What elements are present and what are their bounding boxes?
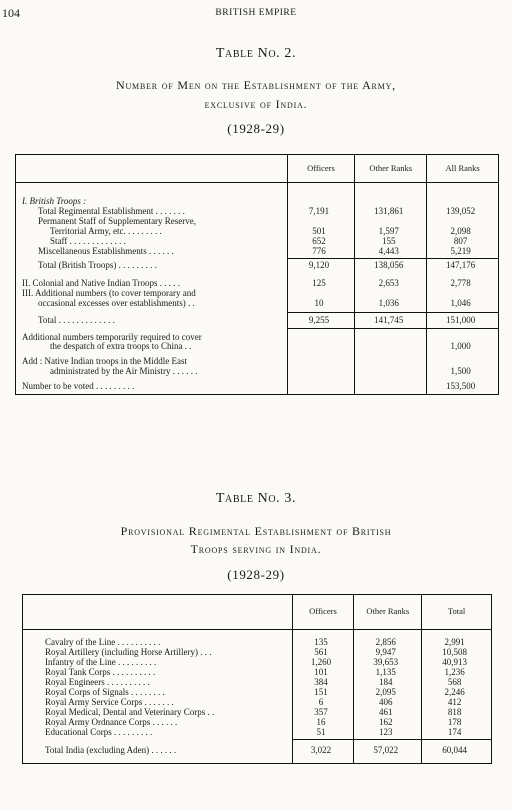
table3-cell-a: 1,260 [310, 656, 332, 667]
table2-row [16, 247, 499, 259]
table3-row [23, 678, 492, 688]
table3-row-label: Cavalry of the Line . . . . . . . . . . [45, 637, 161, 647]
table2-row-label: Number to be voted . . . . . . . . . [22, 380, 135, 391]
table2-cell-c [427, 183, 494, 197]
running-head: BRITISH EMPIRE [215, 8, 297, 18]
table2-col-all-ranks: All Ranks [427, 155, 499, 183]
table3-cell-b: 162 [379, 716, 393, 727]
table2-cell-b: 155 [382, 235, 396, 246]
table2-row [16, 207, 499, 217]
table3-cell-b: 57,022 [373, 745, 399, 755]
table2-row-label: III. Additional numbers (to cover temporary and [22, 287, 196, 298]
table3-col-officers: Officers [292, 595, 354, 630]
table2-row-label: I. British Troops : [22, 196, 87, 206]
table2-row [16, 259, 499, 276]
table3-cell-a: 101 [314, 666, 328, 677]
table3-cell-a: 561 [314, 646, 328, 657]
table3-cell-b: 184 [379, 676, 393, 687]
table2-row-label: Total (British Troops) . . . . . . . . . [38, 259, 157, 270]
table3-row [23, 688, 492, 698]
table3-cell-a: 357 [314, 706, 328, 717]
table3-row [23, 630, 492, 648]
table3-cell-b: 2,095 [375, 686, 396, 697]
table2-row-label: Permanent Staff of Supplementary Reserve, [38, 215, 197, 226]
table3-col-total: Total [422, 595, 492, 630]
table2-row [16, 289, 499, 299]
table2-row-label: Staff . . . . . . . . . . . . . [50, 235, 126, 246]
table2-cell-c [427, 329, 494, 333]
table3-cell-c: 174 [447, 726, 462, 737]
table3-cell-b: 9,947 [375, 646, 396, 657]
table2-cell-b: 131,861 [374, 205, 404, 216]
table2-heading-line1: Number of Men on the Establishment of the Army, [116, 78, 396, 92]
table3-row [23, 728, 492, 740]
table2-cell-b [355, 354, 422, 357]
table3-cell-c: 2,991 [444, 637, 465, 647]
table2-cell-c: 151,000 [445, 315, 476, 325]
table2-body [16, 183, 499, 395]
table2-col-officers: Officers [287, 155, 355, 183]
table2-cell-c: 1,500 [450, 365, 471, 376]
table3-header-blank [23, 595, 293, 630]
table2-cell-b: 141,745 [374, 315, 404, 325]
table3-cell-c: 40,913 [442, 656, 467, 667]
table3-cell-a: 151 [314, 686, 328, 697]
table3-row-label: Total India (excluding Aden) . . . . . . [45, 744, 177, 755]
table3-row [23, 698, 492, 708]
table2-cell-c [427, 354, 494, 357]
table2 [15, 154, 499, 395]
table2-cell-c: 2,098 [450, 225, 471, 236]
table3-row-label: Educational Corps . . . . . . . . . [45, 726, 153, 737]
table2-row [16, 217, 499, 227]
table2-row [16, 299, 499, 313]
table3-cell-b: 123 [379, 726, 393, 737]
table3-row-label: Royal Tank Corps . . . . . . . . . . [45, 666, 156, 677]
table3-body [23, 630, 492, 764]
table2-cell-b [355, 329, 422, 333]
table2-row [16, 237, 499, 247]
table2-row [16, 354, 499, 367]
table2-cell-a: 9,255 [308, 315, 330, 325]
table3-cell-c: 2,246 [444, 686, 465, 697]
table3-cell-a: 51 [316, 726, 326, 737]
table3-heading-line2: Troops serving in India. [190, 542, 322, 556]
table2-cell-a [288, 354, 351, 357]
table2-row [16, 342, 499, 354]
table2-row [16, 227, 499, 237]
table3-row [23, 668, 492, 678]
table2-col-other-ranks: Other Ranks [355, 155, 427, 183]
table2-cell-c: 139,052 [445, 205, 476, 216]
table2-row-label: the despatch of extra troops to China . . [50, 341, 192, 351]
table2-cell-c: 1,000 [450, 341, 471, 351]
table3-row [23, 658, 492, 668]
table2-row-label: Territorial Army, etc. . . . . . . . . [50, 225, 162, 236]
table2-heading-line2: exclusive of India. [204, 97, 308, 111]
table3-row [23, 648, 492, 658]
table3-row [23, 708, 492, 718]
table2-cell-a: 7,191 [308, 205, 330, 216]
table3-cell-b: 406 [379, 696, 393, 707]
table2-year: (1928-29) [227, 121, 285, 136]
table2-row [16, 379, 499, 395]
table2-cell-a: 776 [312, 245, 326, 256]
table2-cell-c: 1,046 [450, 297, 471, 308]
table2-cell-b: 1,597 [378, 225, 399, 236]
table2-cell-c: 2,778 [450, 277, 471, 288]
table2-cell-b: 2,653 [378, 277, 399, 288]
table2-cell-a: 125 [312, 277, 326, 288]
table2-cell-a: 9,120 [308, 260, 330, 270]
table2-cell-a: 10 [314, 297, 324, 308]
table3-row-label: Royal Army Service Corps . . . . . . . [45, 696, 174, 707]
table3-heading-line1: Provisional Regimental Establishment of British [120, 524, 392, 538]
table2-row [16, 276, 499, 289]
table3-row-label: Infantry of the Line . . . . . . . . . [45, 656, 157, 667]
table3-year: (1928-29) [227, 567, 285, 582]
table2-header-blank [16, 155, 288, 183]
table3-cell-b: 39,653 [373, 656, 399, 667]
table3-row-label: Royal Medical, Dental and Veterinary Corps . . [45, 706, 215, 717]
table2-row [16, 329, 499, 343]
table3-cell-c: 1,236 [444, 666, 465, 677]
table2-row-label: occasional excesses over establishments) . . [38, 297, 195, 308]
table3-cell-b: 2,856 [375, 637, 396, 647]
table2-row-label: II. Colonial and Native Indian Troops . . . . . [22, 277, 180, 288]
table3-cell-c: 818 [447, 706, 462, 717]
table3-row-label: Royal Artillery (including Horse Artillery) . . . [45, 646, 212, 657]
table3-cell-b: 461 [379, 706, 393, 717]
page-number: 104 [2, 6, 20, 20]
table3-cell-b: 1,135 [375, 666, 396, 677]
table2-row [16, 367, 499, 379]
table2-cell-a: 652 [312, 235, 326, 246]
table3-cell-c: 10,508 [442, 646, 467, 657]
table2-cell-b: 138,056 [374, 260, 404, 270]
table3-row [23, 718, 492, 728]
table3 [22, 594, 492, 764]
table2-cell-a [288, 379, 351, 382]
table2-cell-c: 5,219 [450, 245, 471, 256]
table2-cell-c: 807 [453, 235, 468, 246]
table2-row-label: administrated by the Air Ministry . . . . . . [50, 365, 198, 376]
table3-cell-c: 412 [447, 696, 462, 707]
table3-row-label: Royal Engineers . . . . . . . . . . [45, 676, 150, 687]
table2-cell-c: 147,176 [445, 260, 476, 270]
table2-row-label: Additional numbers temporarily required to cover [22, 331, 202, 342]
table3-row-label: Royal Army Ordnance Corps . . . . . . [45, 716, 178, 727]
table2-row-label: Add : Native Indian troops in the Middle East [22, 356, 187, 366]
table3-col-other-ranks: Other Ranks [354, 595, 422, 630]
table2-cell-a [288, 183, 351, 197]
table3-cell-c: 60,044 [442, 745, 467, 755]
table2-cell-a [288, 329, 351, 333]
table3-cell-a: 6 [318, 696, 324, 707]
table2-cell-a: 501 [312, 225, 326, 236]
table2-cell-b [355, 379, 422, 382]
table3-label: Table No. 3. [215, 491, 297, 506]
table2-row [16, 313, 499, 329]
table2-row-label: Miscellaneous Establishments . . . . . . [38, 245, 174, 256]
table3-cell-a: 384 [314, 676, 328, 687]
table3-cell-a: 16 [316, 716, 326, 727]
table3-cell-a: 3,022 [310, 745, 332, 755]
table2-row-label: Total Regimental Establishment . . . . . . . [38, 205, 185, 216]
table2-cell-b [355, 183, 422, 197]
table3-row-label: Royal Corps of Signals . . . . . . . . [45, 686, 165, 697]
table2-row [16, 183, 499, 207]
table2-cell-b: 1,036 [378, 297, 399, 308]
table2-cell-c: 153,500 [445, 380, 476, 391]
table2-label: Table No. 2. [215, 46, 297, 61]
table3-cell-a: 135 [314, 637, 328, 647]
table3-cell-c: 178 [447, 716, 462, 727]
table3-cell-c: 568 [447, 676, 462, 687]
table2-row-label: Total . . . . . . . . . . . . . [38, 314, 115, 325]
table3-row [23, 740, 492, 764]
table2-cell-b: 4,443 [378, 245, 399, 256]
